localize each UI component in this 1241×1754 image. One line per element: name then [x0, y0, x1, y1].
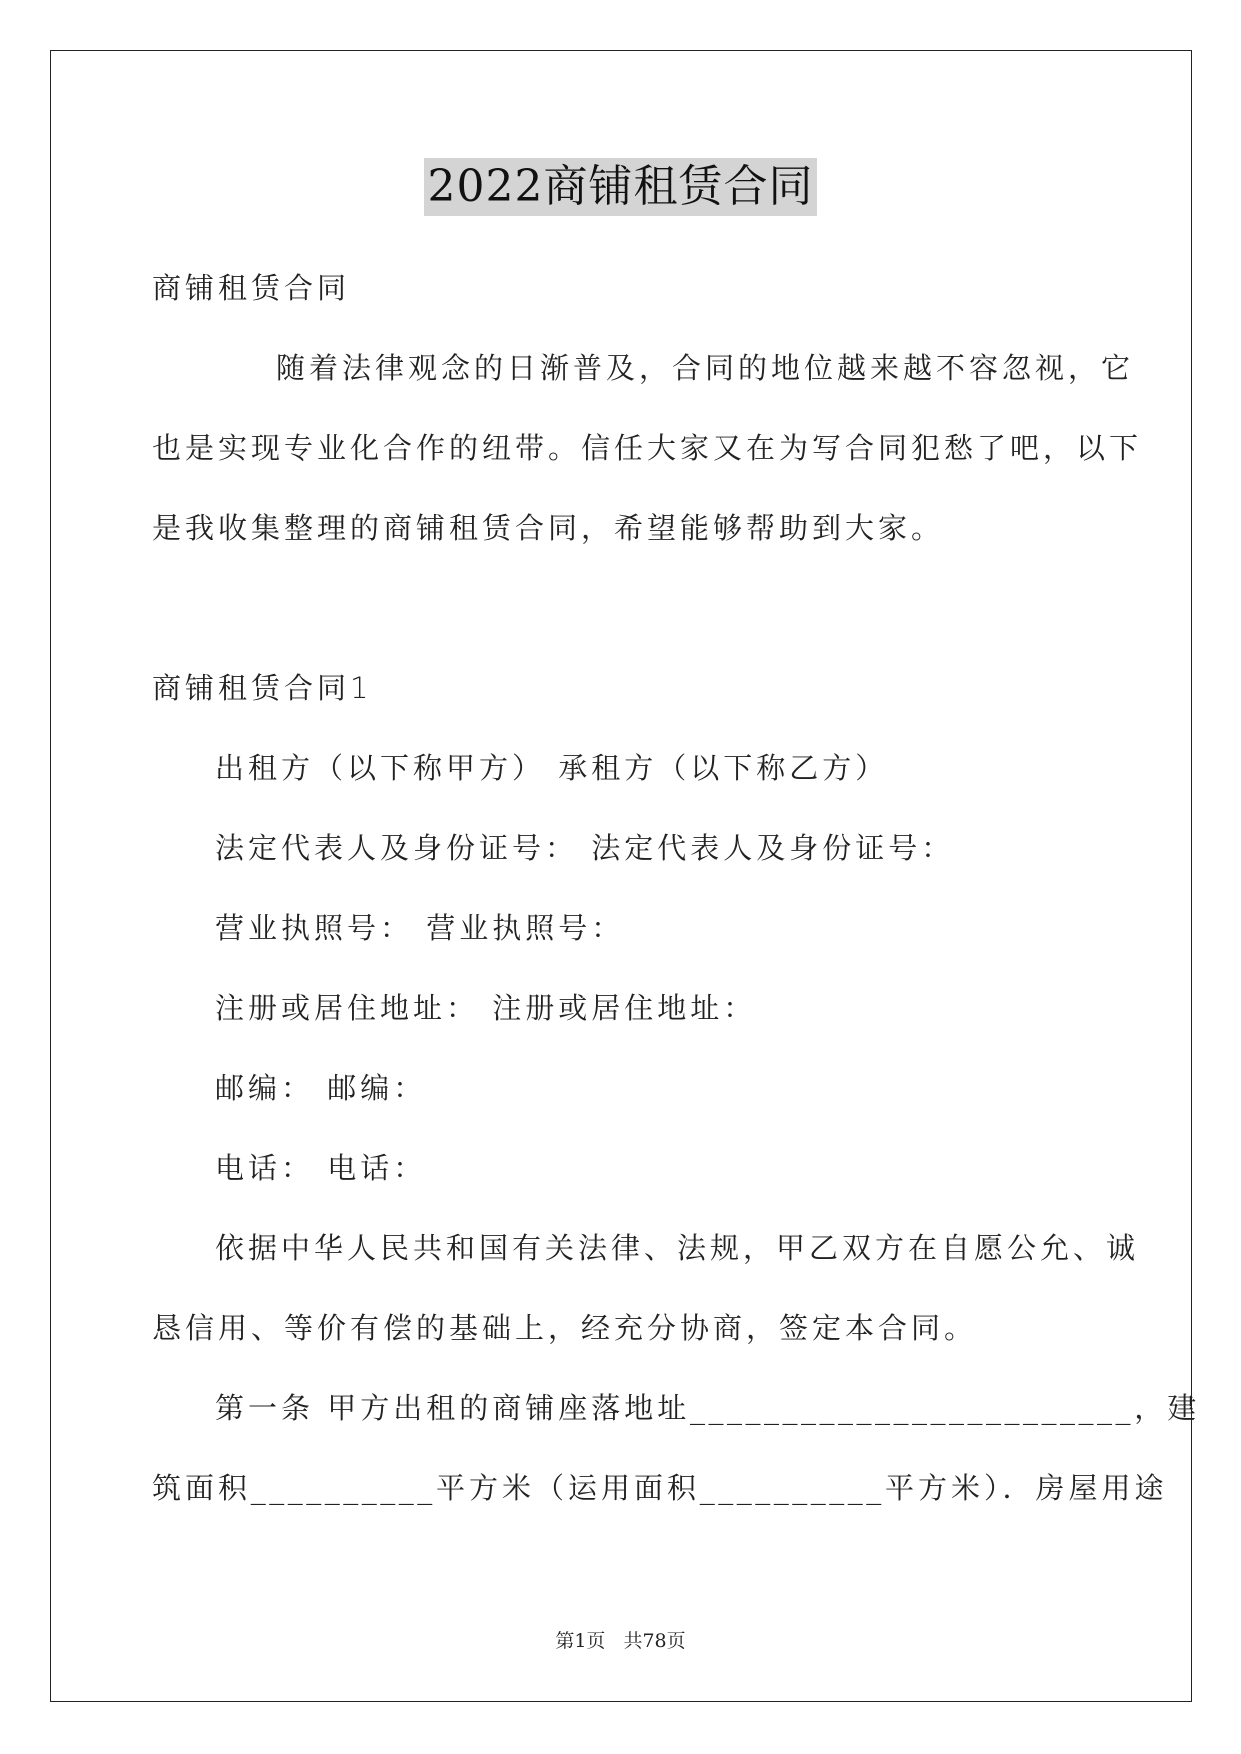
parties-line-5: 邮编： 邮编：	[215, 1071, 427, 1105]
intro-line-2: 也是实现专业化合作的纽带。信任大家又在为写合同犯愁了吧，以下	[152, 431, 1143, 465]
title-container	[0, 158, 1241, 216]
article1-line-2: 筑面积__________平方米（运用面积__________平方米）．房屋用途	[152, 1471, 1168, 1505]
total-pages: 共78页	[623, 1630, 686, 1652]
parties-line-1: 出租方（以下称甲方） 承租方（以下称乙方）	[215, 751, 889, 785]
page-number: 第1页	[555, 1630, 606, 1652]
intro-line-3: 是我收集整理的商铺租赁合同，希望能够帮助到大家。	[152, 511, 945, 545]
document-heading: 商铺租赁合同	[152, 271, 351, 305]
page-footer	[0, 1628, 1241, 1654]
parties-line-2: 法定代表人及身份证号： 法定代表人及身份证号：	[215, 831, 955, 865]
article1-line-1: 第一条 甲方出租的商铺座落地址________________________，建	[215, 1391, 1201, 1425]
section-title: 商铺租赁合同1	[152, 671, 373, 705]
parties-line-3: 营业执照号： 营业执照号：	[215, 911, 625, 945]
basis-line-2: 恳信用、等价有偿的基础上，经充分协商，签定本合同。	[152, 1311, 978, 1345]
basis-line-1: 依据中华人民共和国有关法律、法规，甲乙双方在自愿公允、诚	[215, 1231, 1140, 1265]
intro-line-1: 随着法律观念的日渐普及，合同的地位越来越不容忽视，它	[276, 351, 1135, 385]
document-title: 2022商铺租赁合同	[424, 158, 818, 216]
parties-line-6: 电话： 电话：	[215, 1151, 427, 1185]
parties-line-4: 注册或居住地址： 注册或居住地址：	[215, 991, 757, 1025]
